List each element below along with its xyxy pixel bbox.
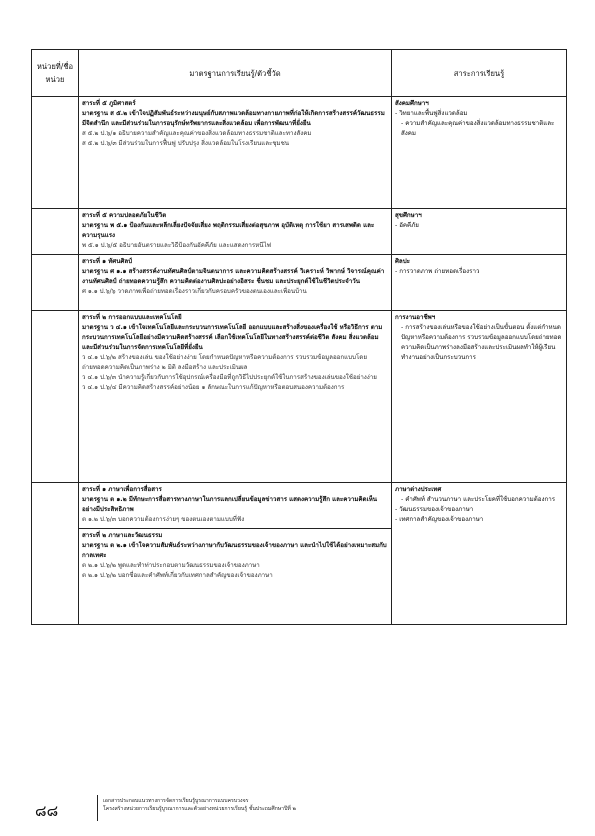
strand-title: สาระที่ ๑ ทัศนศิลป์ — [82, 258, 133, 265]
subject-title: ภาษาต่างประเทศ — [395, 486, 442, 493]
unit-cell — [32, 483, 79, 625]
indicator: พ ๕.๑ ป.๖/๕ อธิบายอันตรายและวิธีป้องกันอัคคีภัย และแสดงการหนีไฟ — [82, 242, 271, 249]
footer-text — [103, 797, 296, 813]
indicator: ส ๕.๒ ป.๖/๑ อธิบายความสำคัญและคุณค่าของสิ่งแวดล้อมทางธรรมชาติและทางสังคม — [82, 130, 312, 137]
indicator: ต ๒.๑ ป.๖/๒ บอกชื่อและคำศัพท์เกี่ยวกับเทศกาลสำคัญของเจ้าของภาษา — [82, 572, 273, 579]
strand-title: สาระที่ ๕ ภูมิศาสตร์ — [82, 100, 136, 107]
subject-title: สุขศึกษาฯ — [395, 212, 422, 219]
indicator: ต ๒.๑ ป.๖/๒ พูดและทำท่าประกอบตามวัฒนธรรมของเจ้าของภาษา — [82, 562, 260, 569]
unit-cell — [32, 255, 79, 311]
indicator: ต ๑.๒ ป.๖/๓ บอกความต้องการง่ายๆ ของตนเองตามแบบที่ฟัง — [82, 516, 245, 523]
standard-text: มาตรฐาน ว ๔.๑ เข้าใจเทคโนโลยีและกระบวนการเทคโนโลยี ออกแบบและสร้างสิ่งของเครื่องใช้ หรือวิธีการ ตามกระบวนการเทคโนโลยีอย่างมีความคิดสร้างสรรค์ เลือกใช้เทคโนโลยีในทางสร้างสรรค์ต่อชีวิต สังคม สิ่งแวดล้อม และมีส่วนร่วมในการจัดการเทคโนโลยีที่ยั่งยืน — [82, 324, 383, 351]
unit-cell — [32, 311, 79, 483]
standard-cell — [79, 97, 392, 209]
content-item: - การสร้างของเล่นหรือของใช้อย่างเป็นขั้นตอน ตั้งแต่กำหนดปัญหาหรือความต้องการ รวบรวมข้อมูลออกแบบโดยถ่ายทอดความคิดเป็นภาพร่างลงมือสร้างและประเมินผลทำให้ผู้เรียนทำงานอย่างเป็นกระบวนการ — [401, 324, 562, 361]
content-cell — [392, 311, 567, 483]
page-number: ๘๘ — [35, 802, 59, 820]
table-row — [32, 311, 567, 483]
curriculum-table — [31, 49, 567, 625]
indicator: ว ๔.๑ ป.๖/๒ สร้างของเล่น ของใช้อย่างง่าย โดยกำหนดปัญหาหรือความต้องการ รวบรวมข้อมูลออกแบบโดยถ่ายทอดความคิดเป็นภาพร่าง ๒ มิติ ลงมือสร้าง และประเมินผล — [82, 354, 367, 371]
standard-cell — [79, 209, 392, 255]
standard-cell — [79, 483, 392, 625]
header-standard: มาตรฐานการเรียนรู้/ตัวชี้วัด — [79, 50, 392, 97]
standard-text: มาตรฐาน ส ๕.๒ เข้าใจปฏิสัมพันธ์ระหว่างมนุษย์กับสภาพแวดล้อมทางกายภาพที่ก่อให้เกิดการสร้างสรรค์วัฒนธรรม มีจิตสำนึก และมีส่วนร่วมในการอนุรักษ์ทรัพยากรและสิ่งแวดล้อม เพื่อการพัฒนาที่ยั่งยืน — [82, 110, 385, 127]
table-row — [32, 209, 567, 255]
subject-title: การงานอาชีพฯ — [395, 314, 436, 321]
header-unit: หน่วยที่/ชื่อหน่วย — [32, 50, 79, 97]
indicator: ว ๔.๑ ป.๖/๔ มีความคิดสร้างสรรค์อย่างน้อย ๑ ลักษณะในการแก้ปัญหาหรือตอบสนองความต้องการ — [82, 384, 345, 391]
content-item: - ความสำคัญและคุณค่าของสิ่งแวดล้อมทางธรรมชาติและสังคม — [401, 120, 555, 137]
divider — [97, 795, 98, 821]
page-footer — [31, 795, 566, 823]
indicator: ว ๔.๑ ป.๖/๓ นำความรู้เกี่ยวกับการใช้อุปกรณ์เครื่องมือที่ถูกวิธีไปประยุกต์ใช้ในการสร้างของเล่นของใช้อย่างง่าย — [82, 374, 377, 381]
content-item: - คำศัพท์ สำนวนภาษา และประโยคที่ใช้บอกความต้องการ — [401, 496, 556, 503]
header-content: สาระการเรียนรู้ — [392, 50, 567, 97]
footer-line: เอกสารประกอบแนวทางการจัดการเรียนรู้บูรณาการแบบครบวงจร — [103, 798, 249, 804]
strand-title: สาระที่ ๕ ความปลอดภัยในชีวิต — [82, 212, 167, 219]
standard-text: มาตรฐาน ศ ๑.๑ สร้างสรรค์งานทัศนศิลป์ตามจินตนาการ และความคิดสร้างสรรค์ วิเคราะห์ วิพากษ์ วิจารณ์คุณค่างานทัศนศิลป์ ถ่ายทอดความรู้สึก ความคิดต่องานศิลปะอย่างอิสระ ชื่นชม และประยุกต์ใช้ในชีวิตประจำวัน — [82, 268, 385, 285]
table-header-row — [32, 50, 567, 97]
content-item: - การวาดภาพ ถ่ายทอดเรื่องราว — [395, 268, 480, 275]
content-cell — [392, 97, 567, 209]
table-row — [32, 97, 567, 209]
table-row — [32, 483, 567, 625]
indicator: ศ ๑.๑ ป.๖/๖ วาดภาพเพื่อถ่ายทอดเรื่องราวเกี่ยวกับครอบครัวของตนเองและเพื่อนบ้าน — [82, 288, 307, 295]
subject-title: ศิลปะ — [395, 258, 410, 265]
divider — [79, 528, 391, 529]
content-item: - วิทยาและพื้นฟูสิ่งแวดล้อม — [395, 110, 468, 117]
strand-title: สาระที่ ๑ ภาษาเพื่อการสื่อสาร — [82, 486, 162, 493]
strand-title: สาระที่ ๒ ภาษาและวัฒนธรรม — [82, 532, 163, 539]
footer-line: โครงสร้างหน่วยการเรียนรู้บูรณาการและตัวอย่างหน่วยการเรียนรู้ ชั้นประถมศึกษาปีที่ ๒ — [103, 806, 296, 812]
standard-cell — [79, 311, 392, 483]
content-item: - อัคคีภัย — [395, 222, 419, 229]
standard-text: มาตรฐาน ต ๑.๒ มีทักษะการสื่อสารทางภาษาในการแลกเปลี่ยนข้อมูลข่าวสาร แสดงความรู้สึก และความคิดเห็นอย่างมีประสิทธิภาพ — [82, 496, 378, 513]
content-item: - วัฒนธรรมของเจ้าของภาษา — [395, 506, 474, 513]
table-row — [32, 255, 567, 311]
standard-cell — [79, 255, 392, 311]
content-cell — [392, 255, 567, 311]
standard-text: มาตรฐาน ต ๒.๑ เข้าใจความสัมพันธ์ระหว่างภาษากับวัฒนธรรมของเจ้าของภาษา และนำไปใช้ได้อย่างเหมาะสมกับกาลเทศะ — [82, 542, 387, 559]
strand-title: สาระที่ ๒ การออกแบบและเทคโนโลยี — [82, 314, 182, 321]
content-cell — [392, 483, 567, 625]
indicator: ส ๕.๒ ป.๖/๓ มีส่วนร่วมในการฟื้นฟู ปรับปรุง สิ่งแวดล้อมในโรงเรียนและชุมชน — [82, 140, 290, 147]
content-cell — [392, 209, 567, 255]
subject-title: สังคมศึกษาฯ — [395, 100, 429, 107]
standard-text: มาตรฐาน พ ๕.๑ ป้องกันและหลีกเลี่ยงปัจจัยเสี่ยง พฤติกรรมเสี่ยงต่อสุขภาพ อุบัติเหตุ การใช้ยา สารเสพติด และความรุนแรง — [82, 222, 375, 239]
content-item: - เทศกาลสำคัญของเจ้าของภาษา — [395, 516, 484, 523]
unit-cell — [32, 209, 79, 255]
unit-cell — [32, 97, 79, 209]
